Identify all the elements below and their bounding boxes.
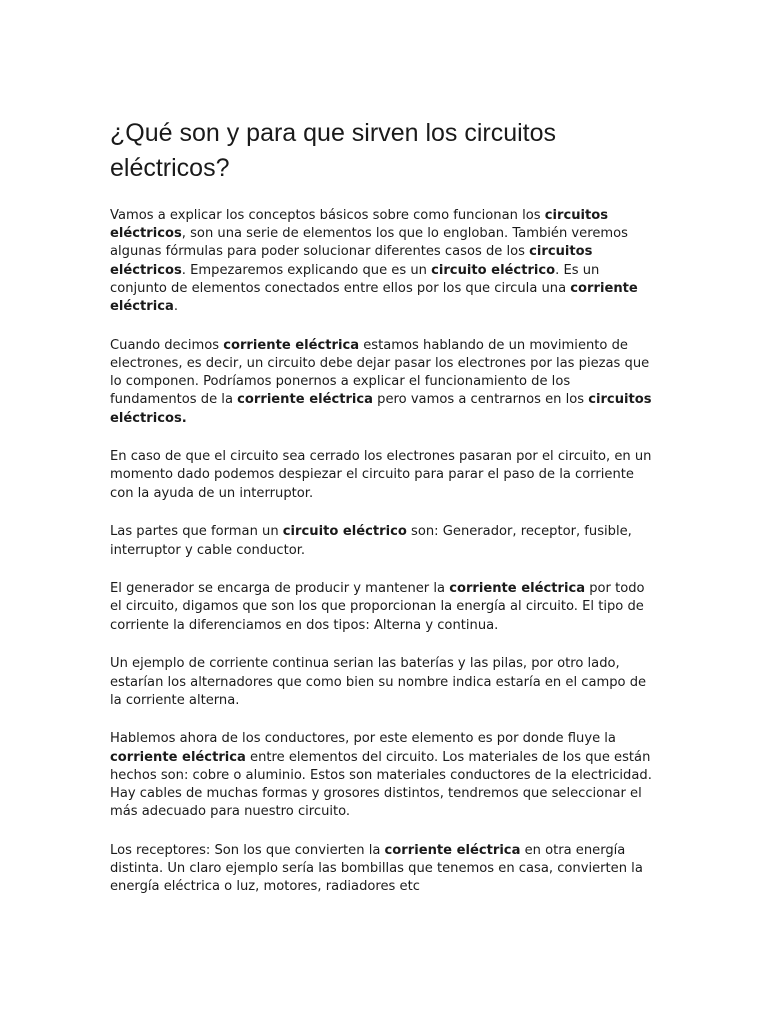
text-run: . Es un conjunto de elementos conectados entre ellos por los que circula una [110, 262, 600, 296]
paragraph [110, 730, 658, 821]
text-run: En caso de que el circuito sea cerrado los electrones pasaran por el circuito, en un momento dado podemos despiezar el circuito para parar el paso de la corriente con la ayuda de un interruptor. [110, 449, 652, 501]
paragraph [110, 448, 658, 503]
paragraph [110, 523, 658, 559]
text-run: Cuando decimos [110, 337, 224, 353]
bold-text: circuito eléctrico [431, 262, 556, 278]
text-run: , son una serie de elementos los que lo engloban. También veremos algunas fórmulas para poder solucionar diferentes casos de los [110, 226, 628, 260]
bold-text: circuitos eléctricos [110, 244, 593, 278]
document-title: ¿Qué son y para que sirven los circuitos eléctricos? [110, 119, 557, 182]
text-run: son: Generador, receptor, fusible, interruptor y cable conductor. [110, 524, 632, 558]
document-body [110, 207, 658, 897]
paragraph [110, 842, 658, 897]
text-run: Vamos a explicar los conceptos básicos sobre como funcionan los [110, 208, 545, 223]
bold-text: circuitos eléctricos. [110, 392, 652, 426]
paragraph [110, 207, 658, 316]
bold-text: circuito eléctrico [282, 524, 407, 540]
bold-text: corriente eléctrica [384, 842, 521, 858]
paragraph [110, 655, 658, 710]
text-run: por todo el circuito, digamos que son los que proporcionan la energía al circuito. El tipo de corriente la diferenciamos en dos tipos: Alterna y continua. [110, 581, 645, 633]
text-run: Hablemos ahora de los conductores, por este elemento es por donde fluye la [110, 731, 616, 747]
text-run: El generador se encarga de producir y mantener la [110, 581, 450, 597]
text-run: estamos hablando de un movimiento de electrones, es decir, un circuito debe dejar pasar los electrones por las piezas que lo componen. Podríamos ponernos a explicar el funcionamiento de los fundamentos de la [110, 337, 650, 408]
bold-text: corriente eléctrica [223, 337, 360, 353]
bold-text: corriente eléctrica [449, 581, 586, 597]
text-run: entre elementos del circuito. Los materiales de los que están hechos son: cobre o aluminio. Estos son materiales conductores de la electricidad. Hay cables de muchas formas y grosores distintos, tendremos que seleccionar el más adecuado para nuestro circuito. [110, 749, 652, 820]
bold-text: corriente eléctrica [110, 749, 246, 765]
document-page [110, 116, 658, 917]
bold-text: circuitos eléctricos [110, 208, 609, 242]
text-run: Los receptores: Son los que convierten la [110, 842, 385, 858]
text-run: . Empezaremos explicando que es un [181, 262, 432, 278]
paragraph [110, 580, 658, 635]
text-run: en otra energía distinta. Un claro ejemplo sería las bombillas que tenemos en casa, convierten la energía eléctrica o luz, motores, radiadores etc [110, 842, 643, 895]
bold-text: corriente eléctrica [110, 280, 638, 315]
bold-text: corriente eléctrica [237, 392, 374, 408]
text-run: Las partes que forman un [110, 524, 283, 540]
text-run: . [173, 299, 178, 315]
text-run: pero vamos a centrarnos en los [373, 392, 589, 408]
text-run: Un ejemplo de corriente continua serian las baterías y las pilas, por otro lado, estarían los alternadores que como bien su nombre indica estaría en el campo de la corriente alterna. [110, 656, 647, 708]
paragraph [110, 337, 658, 428]
